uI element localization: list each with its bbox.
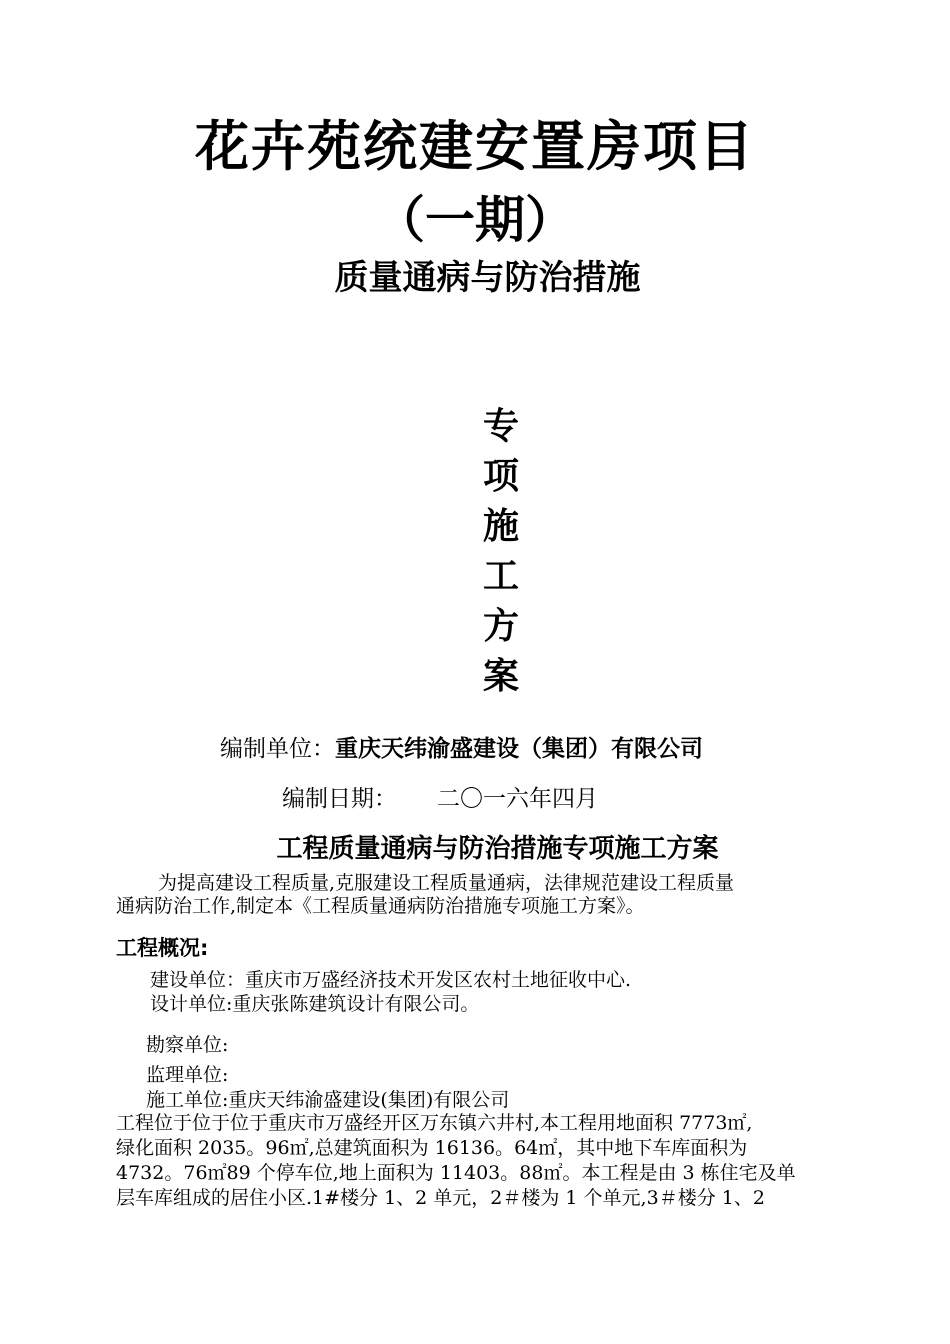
document-title: 花卉苑统建安置房项目 [195,115,755,178]
vertical-plan-title [478,402,524,702]
vertical-char: 案 [482,656,519,697]
vertical-char: 工 [482,556,519,597]
compile-unit-value: 重庆天纬渝盛建设（集团）有限公司 [335,736,703,762]
compile-date [282,780,598,813]
project-location-line: 4732。76㎡89 个停车位,地上面积为 11403。88㎡。本工程是由 3 栋住宅及单 [116,1162,796,1184]
compile-unit [220,730,703,763]
project-location-line: 工程位于位于位于重庆市万盛经开区万东镇六井村,本工程用地面积 7773㎡, [116,1112,753,1134]
supervise-unit: 监理单位: [146,1064,229,1086]
document-subtitle: 质量通病与防治措施 [334,258,641,298]
document-title-phase: （一期） [375,191,575,249]
build-unit: 建设单位：重庆市万盛经济技术开发区农村土地征收中心. [150,969,632,991]
vertical-char: 专 [482,406,519,447]
compile-unit-label: 编制单位： [220,736,335,762]
design-unit: 设计单位:重庆张陈建筑设计有限公司。 [150,993,480,1015]
intro-paragraph-line: 通病防治工作,制定本《工程质量通病防治措施专项施工方案》。 [116,895,645,917]
project-location-line: 层车库组成的居住小区.1#楼分 1、2 单元，2＃楼为 1 个单元,3＃楼分 1、2 [116,1187,765,1209]
project-location-line: 绿化面积 2035。96㎡,总建筑面积为 16136。64㎡，其中地下车库面积为 [116,1137,748,1159]
vertical-char: 施 [482,506,519,547]
vertical-char: 项 [482,456,519,497]
construct-unit: 施工单位:重庆天纬渝盛建设(集团)有限公司 [146,1089,510,1111]
survey-unit: 勘察单位: [146,1034,229,1056]
vertical-char: 方 [482,606,519,647]
intro-paragraph-line: 为提高建设工程质量,克服建设工程质量通病，法律规范建设工程质量 [158,872,735,894]
compile-date-value: 二〇一六年四月 [437,786,598,812]
overview-heading: 工程概况: [116,936,209,960]
section-heading: 工程质量通病与防治措施专项施工方案 [276,834,719,864]
compile-date-label: 编制日期： [282,786,397,812]
